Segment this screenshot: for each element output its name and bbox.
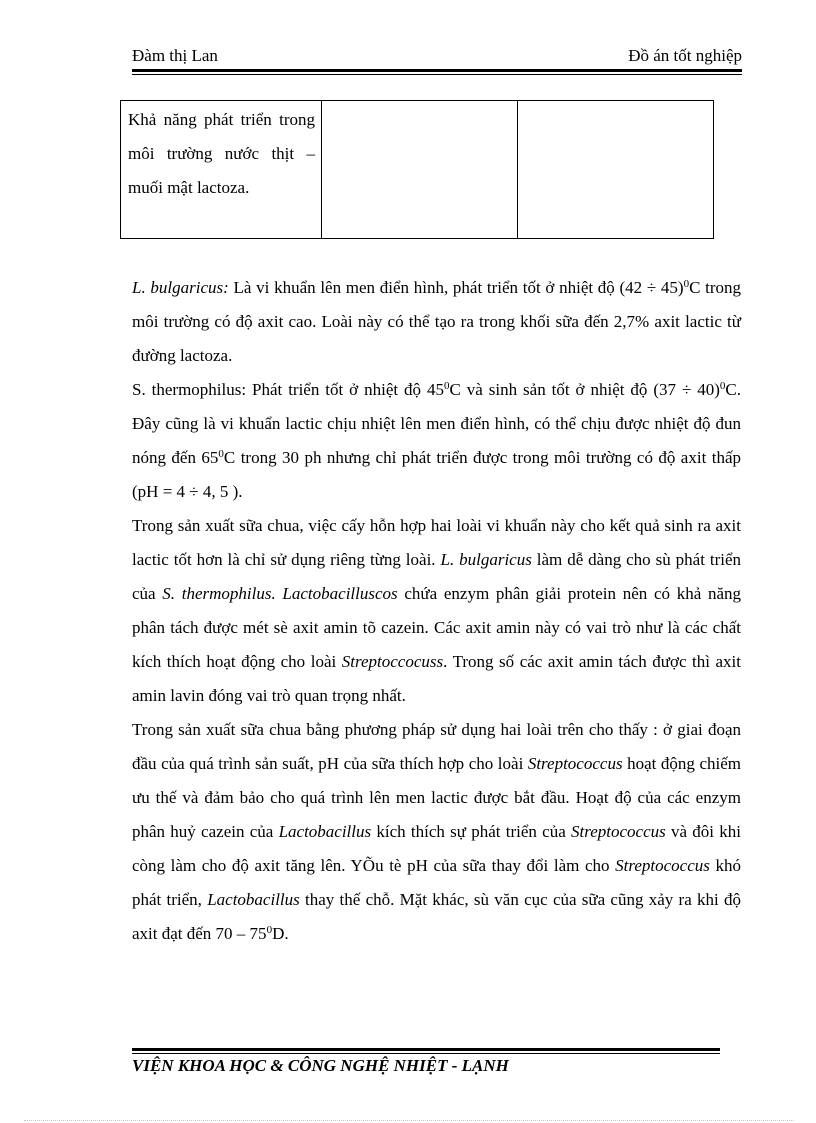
paragraph-s-thermophilus: S. thermophilus: Phát triển tốt ở nhiệt độ $45^0C$ và sinh sản tốt ở nhiệt độ $(37 \div 40)^0C$. Đây cũng là vi khuẩn lactic chịu nhiệt lên men điển hình, có thể chịu được nhiệt độ đun nóng đến $65^0C$ trong 30 ph nhưng chỉ phát triển được trong môi trường có độ axit thấp (pH = 4 ÷ 4, 5 ). bbox=[132, 380, 742, 501]
body-text bbox=[132, 271, 741, 951]
paragraph-mixed-culture: Trong sản xuất sữa chua, việc cấy hỗn hợp hai loài vi khuẩn này cho kết quả sinh ra axit lactic tốt hơn là chỉ sử dụng riêng từng loài. L. bulgaricus làm dễ dàng cho sù phát triển của S. thermophilus. Lactobacilluscos chứa enzym phân giải protein nên có khả năng phân tách được mét sè axit amin tõ cazein. Các axit amin này có vai trò như là các chất kích thích hoạt động cho loài Streptoccocuss. Trong số các axit amin tách được thì axit amin lavin đóng vai trò quan trọng nhất. bbox=[132, 516, 741, 705]
header-author: Đàm thị Lan bbox=[132, 46, 218, 65]
table-cell-label bbox=[121, 101, 322, 239]
paragraph-l-bulgaricus: L. bulgaricus: Là vi khuẩn lên men điển hình, phát triển tốt ở nhiệt độ $(42 \div 45)^0C$ trong môi trường có độ axit cao. Loài này có thể tạo ra trong khối sữa đến 2,7% axit lactic từ đường lactoza. bbox=[132, 278, 741, 365]
page-bottom-edge bbox=[24, 1120, 794, 1121]
header-rule bbox=[132, 69, 742, 72]
table-row-label: Khả năng phát triển trong môi trường nước thịt – muối mật lactoza. bbox=[128, 110, 315, 197]
footer-institute: VIỆN KHOA HỌC & CÔNG NGHỆ NHIỆT - LẠNH bbox=[132, 1056, 509, 1075]
criteria-table bbox=[120, 100, 714, 239]
table-cell-col3 bbox=[518, 101, 714, 239]
paragraph-fermentation-process: Trong sản xuất sữa chua bằng phương pháp sử dụng hai loài trên cho thấy : ở giai đoạn đầu của quá trình sản suất, pH của sữa thích hợp cho loài Streptococcus hoạt động chiếm ưu thế và đảm bảo cho quá trình lên men lactic được bắt đầu. Hoạt độ của các enzym phân huỷ cazein của Lactobacillus kích thích sự phát triển của Streptococcus và đôi khi còng làm cho độ axit tăng lên. YÕu tè pH của sữa thay đổi làm cho Streptococcus khó phát triển, Lactobacillus thay thế chỗ. Mặt khác, sù văn cục của sữa cũng xảy ra khi độ axit đạt đến $70 - 75^0D$. bbox=[132, 720, 742, 943]
table-cell-col2 bbox=[322, 101, 518, 239]
footer-rule-thin bbox=[132, 1053, 720, 1054]
footer-rule bbox=[132, 1048, 720, 1051]
header-rule-thin bbox=[132, 74, 742, 75]
page-header bbox=[132, 42, 742, 72]
header-doc-type: Đồ án tốt nghiệp bbox=[628, 46, 742, 65]
table-row bbox=[121, 101, 714, 239]
